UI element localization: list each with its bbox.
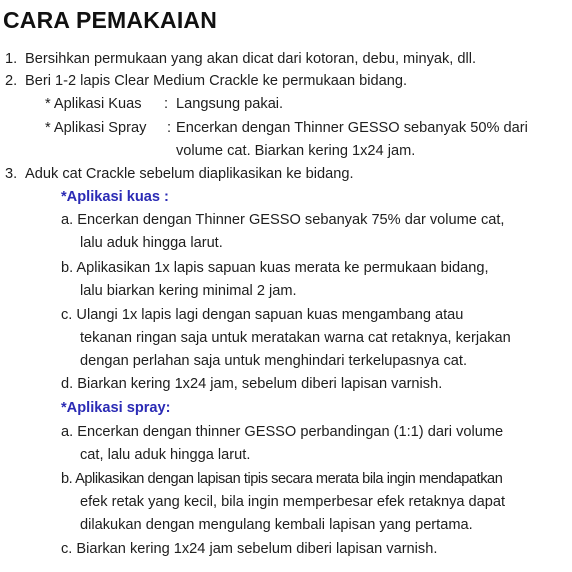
spray-item-b-line-1: b. Aplikasikan dengan lapisan tipis secara merata bila ingin mendapatkan xyxy=(61,471,503,487)
step-3-text: Aduk cat Crackle sebelum diaplikasikan ke bidang. xyxy=(25,166,354,182)
kuas-item-d-line-1: d. Biarkan kering 1x24 jam, sebelum diberi lapisan varnish. xyxy=(61,376,443,392)
spray-item-b-line-3: dilakukan dengan mengulang kembali lapisan yang pertama. xyxy=(80,517,473,533)
kuas-item-b-line-1: b. Aplikasikan 1x lapis sapuan kuas merata ke permukaan bidang, xyxy=(61,260,489,276)
step-1-text: Bersihkan permukaan yang akan dicat dari kotoran, debu, minyak, dll. xyxy=(25,51,477,67)
kuas-item-c-line-2: tekanan ringan saja untuk meratakan warna cat retaknya, kerjakan xyxy=(80,330,511,346)
step-2-note-kuas-sep: : xyxy=(164,96,169,112)
step-2-note-spray-sep: : xyxy=(167,120,172,136)
spray-item-c-line-1: c. Biarkan kering 1x24 jam sebelum diberi lapisan varnish. xyxy=(61,541,438,557)
step-2-note-kuas-text: Langsung pakai. xyxy=(176,96,284,112)
kuas-item-a-line-1: a. Encerkan dengan Thinner GESSO sebanyak 75% dar volume cat, xyxy=(61,212,505,228)
spray-item-a-line-2: cat, lalu aduk hingga larut. xyxy=(80,447,251,463)
step-2-number: 2. xyxy=(5,73,18,89)
page-title: CARA PEMAKAIAN xyxy=(3,7,218,33)
kuas-item-a-line-2: lalu aduk hingga larut. xyxy=(80,235,223,251)
step-2-note-spray-cont: volume cat. Biarkan kering 1x24 jam. xyxy=(176,143,416,159)
kuas-item-c-line-1: c. Ulangi 1x lapis lagi dengan sapuan kuas mengambang atau xyxy=(61,307,464,323)
kuas-item-b-line-2: lalu biarkan kering minimal 2 jam. xyxy=(80,283,297,299)
section-heading-kuas: *Aplikasi kuas : xyxy=(61,189,169,205)
step-3-number: 3. xyxy=(5,166,18,182)
spray-item-a-line-1: a. Encerkan dengan thinner GESSO perbandingan (1:1) dari volume xyxy=(61,424,504,440)
spray-item-b-line-2: efek retak yang kecil, bila ingin memperbesar efek retaknya dapat xyxy=(80,494,506,510)
step-1-number: 1. xyxy=(5,51,18,67)
step-2-text: Beri 1-2 lapis Clear Medium Crackle ke permukaan bidang. xyxy=(25,73,408,89)
step-2-note-spray-label: * Aplikasi Spray xyxy=(45,120,147,136)
kuas-item-c-line-3: dengan perlahan saja untuk menghindari terkelupasnya cat. xyxy=(80,353,467,369)
step-2-note-spray-text: Encerkan dengan Thinner GESSO sebanyak 50% dari xyxy=(176,120,528,136)
section-heading-spray: *Aplikasi spray: xyxy=(61,400,171,416)
step-2-note-kuas-label: * Aplikasi Kuas xyxy=(45,96,142,112)
